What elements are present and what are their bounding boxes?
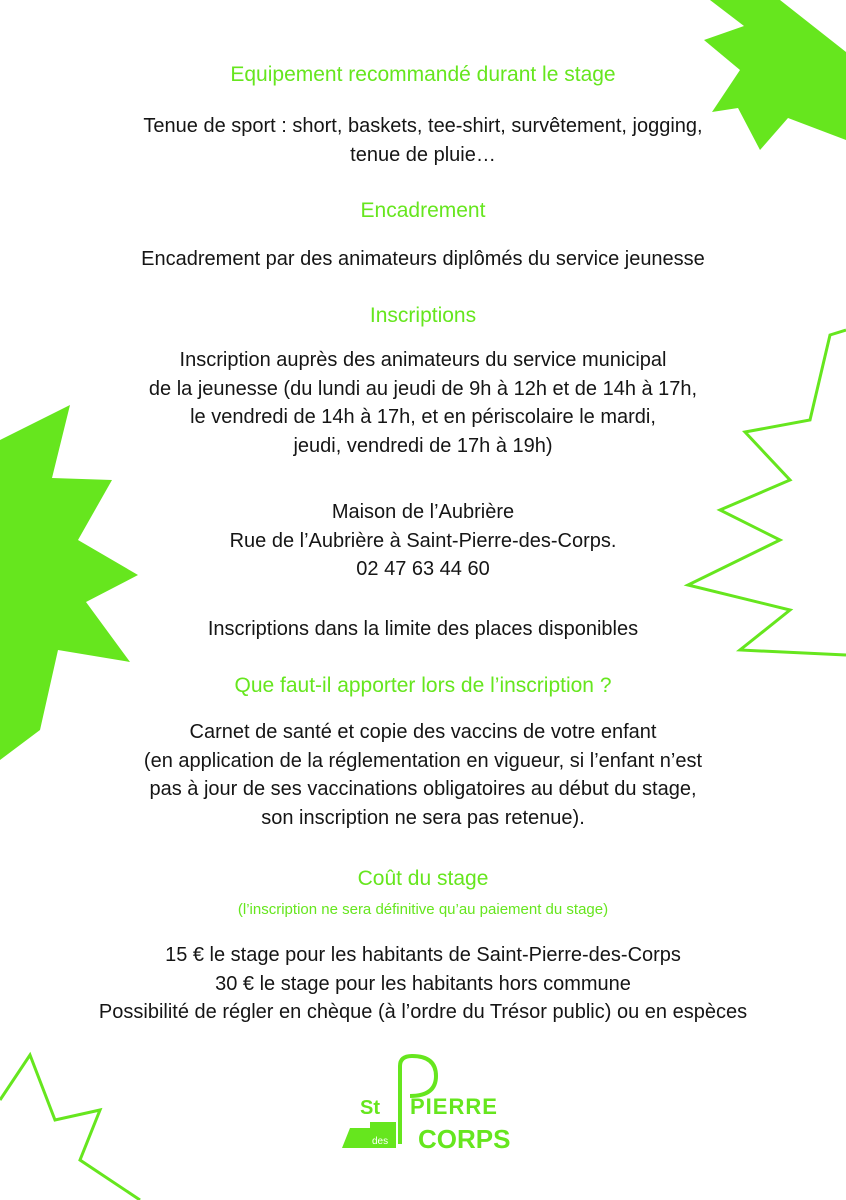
svg-text:St: St	[360, 1097, 380, 1119]
cout-text	[0, 941, 846, 1027]
cout-line: 30 € le stage pour les habitants hors commune	[215, 972, 631, 995]
inscriptions-text	[0, 346, 846, 460]
svg-text:PIERRE: PIERRE	[410, 1094, 498, 1119]
section-title-encadrement: Encadrement	[360, 199, 486, 222]
equipement-text	[0, 112, 846, 169]
equipement-line: Tenue de sport : short, baskets, tee-shirt, survêtement, jogging,	[143, 115, 703, 137]
section-title-inscriptions: Inscriptions	[369, 304, 477, 327]
encadrement-line: Encadrement par des animateurs diplômés du service jeunesse	[141, 248, 705, 270]
inscriptions-address	[0, 498, 846, 584]
saint-pierre-des-corps-logo	[340, 1052, 520, 1156]
star-bottom-left-outline	[0, 1055, 140, 1200]
svg-text:CORPS: CORPS	[418, 1124, 511, 1154]
section-title-equipement: Equipement recommandé durant le stage	[230, 63, 616, 86]
inscriptions-limit	[0, 615, 846, 644]
inscriptions-line: jeudi, vendredi de 17h à 19h)	[293, 434, 553, 457]
svg-text:des: des	[372, 1136, 389, 1147]
apporter-line: pas à jour de ses vaccinations obligatoires au début du stage,	[149, 778, 697, 800]
section-title-cout: Coût du stage	[357, 867, 489, 890]
section-title-apporter: Que faut-il apporter lors de l’inscription ?	[234, 674, 612, 697]
apporter-line: son inscription ne sera pas retenue).	[261, 806, 585, 829]
apporter-line: Carnet de santé et copie des vaccins de votre enfant	[189, 721, 657, 743]
address-line: Rue de l’Aubrière à Saint-Pierre-des-Corps.	[229, 529, 617, 552]
limit-line: Inscriptions dans la limite des places disponibles	[207, 618, 639, 640]
cout-note: (l’inscription ne sera définitive qu’au paiement du stage)	[237, 901, 609, 918]
cout-line: Possibilité de régler en chèque (à l’ordre du Trésor public) ou en espèces	[98, 1001, 748, 1023]
inscriptions-line: le vendredi de 14h à 17h, et en périscolaire le mardi,	[190, 406, 656, 428]
inscriptions-line: Inscription auprès des animateurs du service municipal	[179, 349, 667, 371]
apporter-line: (en application de la réglementation en vigueur, si l’enfant n’est	[143, 749, 703, 772]
address-line: Maison de l’Aubrière	[331, 501, 515, 523]
phone-number: 02 47 63 44 60	[356, 558, 490, 580]
encadrement-text	[0, 245, 846, 274]
apporter-text	[0, 718, 846, 832]
equipement-line: tenue de pluie…	[350, 143, 496, 166]
cout-line: 15 € le stage pour les habitants de Saint-Pierre-des-Corps	[165, 944, 681, 966]
inscriptions-line: de la jeunesse (du lundi au jeudi de 9h à 12h et de 14h à 17h,	[148, 377, 698, 400]
